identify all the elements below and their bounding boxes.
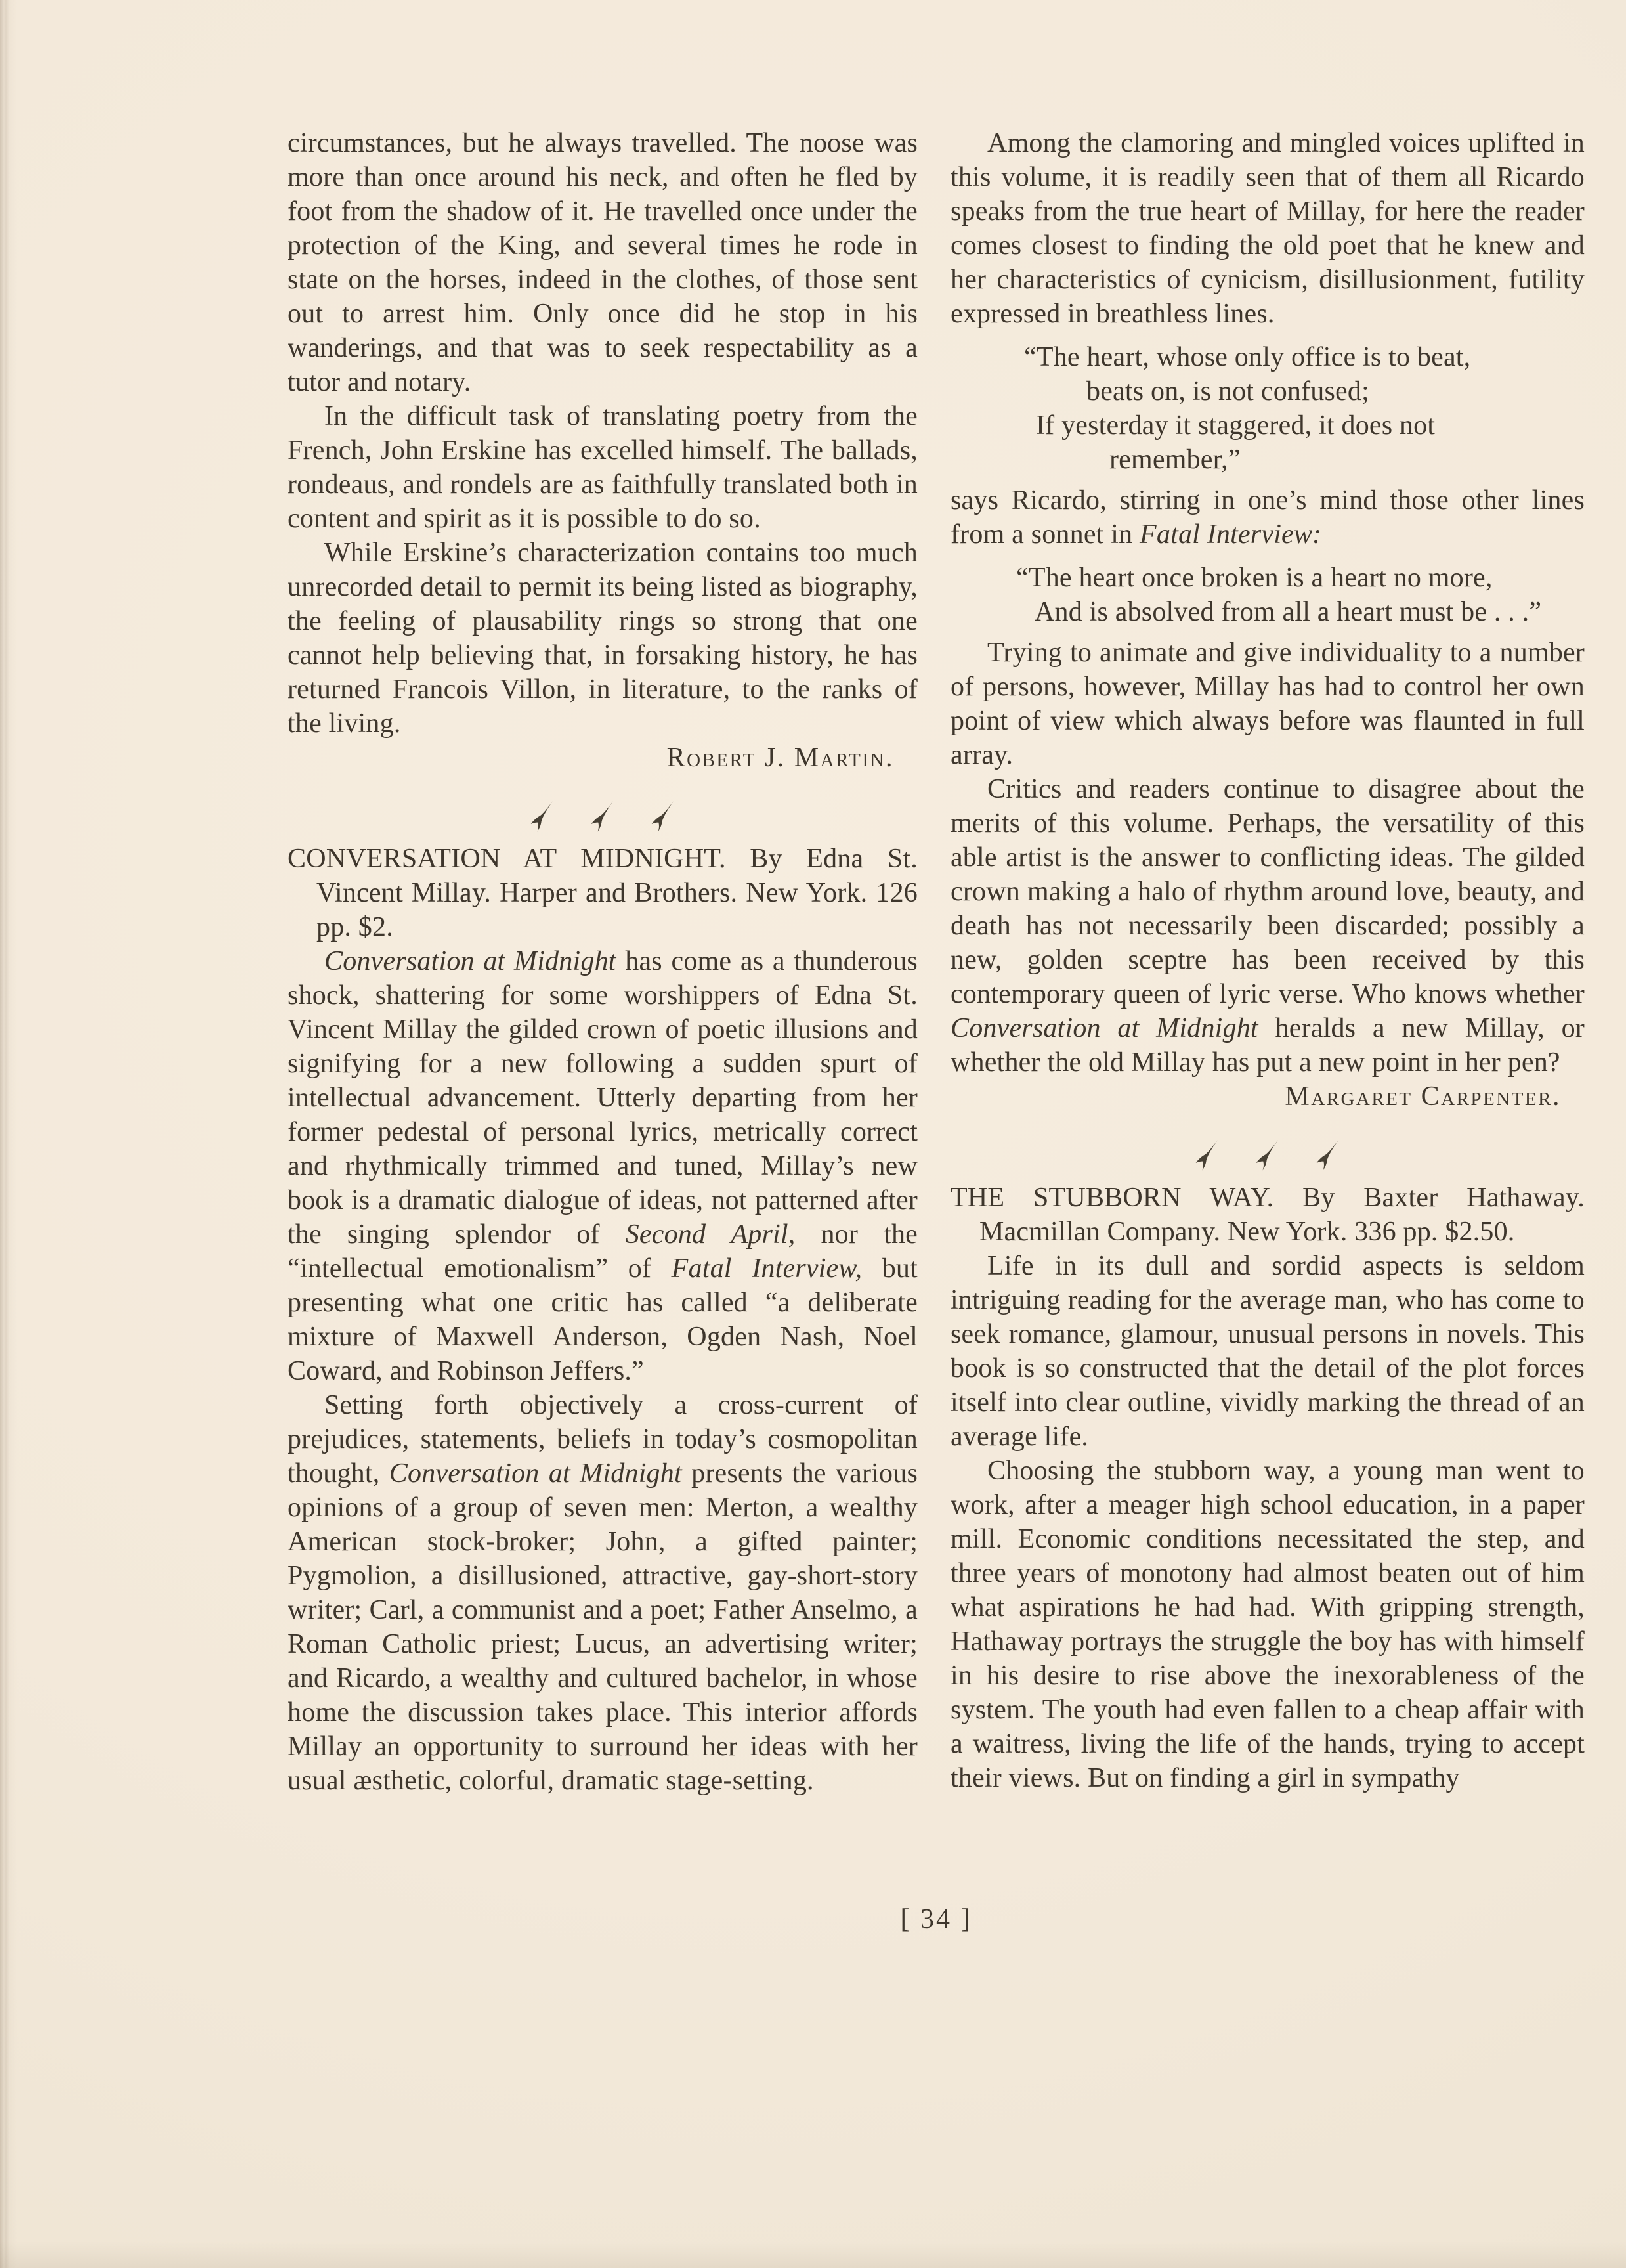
page-number: [ 34 ] [900,1904,972,1934]
page-gutter-crease [0,0,17,2268]
verse-line: remember,” [1109,445,1241,475]
paragraph [288,944,918,1388]
fleuron-icon [1254,1140,1281,1171]
verse-quote [951,340,1585,477]
fleuron-icon [650,801,676,833]
text-run: Choosing the stubborn way, a young man went to work, after a meager high school education, in a paper mill. Economic conditions necessitated the step, and three years of monotony had almost beaten out of him what aspirations he had had. With gripping strength, Hathaway portrays the struggle the boy has with himself in his desire to rise above the inexorableness of the system. The youth had even fallen to a cheap affair with a waitress, living the life of the hands, trying to accept their views. But on finding a girl in sympathy [951,1456,1585,1793]
fleuron-icon [529,801,555,833]
text-run: says Ricardo, stirring in one’s mind those other lines from a sonnet in [951,485,1585,550]
text-run: In the difficult task of translating poetry from the French, John Erskine has excelled himself. The ballads, rondeaus, and rondels are as faithfully translated both in content and spirit as it is possible to do so. [288,401,918,534]
italic-book-title: Conversation at Midnight [324,946,616,976]
section-divider-ornaments [288,801,918,833]
text-run: Life in its dull and sordid aspects is seldom intriguing reading for the average man, who has come to seek romance, glamour, unusual persons in novels. This book is so constructed that the detail of the plot forces itself into clear outline, vividly marking the thread of an average life. [951,1251,1585,1452]
paragraph [951,636,1585,772]
verse-line: And is absolved from all a heart must be . . .” [1035,597,1542,627]
text-run: Critics and readers continue to disagree about the merits of this volume. Perhaps, the versatility of this able artist is the answer to conflicting ideas. The gilded crown making a halo of rhythm around love, beauty, and death has not necessarily been discarded; possibly a new, golden sceptre has been received by this contemporary queen of lyric verse. Who knows whether [951,774,1585,1009]
verse-quote [951,561,1585,629]
paragraph [288,399,918,536]
text-run: nor the “intellectual emotionalism” of [288,1219,918,1284]
paragraph [951,483,1585,552]
text-run: THE STUBBORN WAY. By Baxter Hathaway. Macmillan Company. New York. 336 pp. $2.50. [951,1183,1585,1247]
text-run: Among the clamoring and mingled voices uplifted in this volume, it is readily seen that of them all Ricardo speaks from the true heart of Millay, for here the reader comes closest to finding the old poet that he knew and her characteristics of cynicism, disillusionment, futility expressed in breathless lines. [951,128,1585,329]
paragraph [288,126,918,399]
verse-line: “The heart, whose only office is to beat, [1024,342,1471,372]
text-run: presents the various opinions of a group of seven men: Merton, a wealthy American stock-broker; John, a gifted painter; Pygmolion, a disillusioned, attractive, gay-short-story writer; Carl, a communist and a poet; Father Anselmo, a Roman Catholic priest; Lucus, an advertising writer; and Ricardo, a wealthy and cultured bachelor, in whose home the discussion takes place. This interior affords Millay an opportunity to surround her ideas with her usual æsthetic, colorful, dramatic stage-setting. [288,1458,918,1796]
left-text-column [288,126,918,1798]
text-run: While Erskine’s characterization contains too much unrecorded detail to permit its being listed as biography, the feeling of plausability rings so strong that one cannot help believing that, in forsaking history, he has returned Francois Villon, in literature, to the ranks of the living. [288,538,918,739]
verse-line: If yesterday it staggered, it does not [1036,410,1436,441]
book-entry-heading [951,1181,1585,1249]
book-entry-heading [288,842,918,944]
paragraph [288,1388,918,1798]
paragraph [951,126,1585,331]
italic-book-title: Conversation at Midnight [389,1458,682,1489]
fleuron-icon [1194,1140,1220,1171]
verse-line: “The heart once broken is a heart no more, [1016,563,1493,593]
text-run: Trying to animate and give individuality to a number of persons, however, Millay has had to control her own point of view which always before was flaunted in full array. [951,638,1585,770]
reviewer-byline: Robert J. Martin. [666,743,894,773]
section-divider-ornaments [951,1140,1585,1171]
italic-book-title: Conversation at Midnight [951,1013,1258,1043]
fleuron-icon [1315,1140,1341,1171]
reviewer-byline: Margaret Carpenter. [1285,1081,1561,1112]
paragraph [951,772,1585,1079]
text-run: but presenting what one critic has called “a deliberate mixture of Maxwell Anderson, Ogden Nash, Noel Coward, and Robinson Jeffers.” [288,1254,918,1386]
italic-book-title: Fatal Interview, [671,1254,863,1284]
text-run: heralds a new Millay, or whether the old Millay has put a new point in her pen? [951,1013,1585,1078]
paragraph [288,536,918,741]
text-run: has come as a thunderous shock, shattering for some worshippers of Edna St. Vincent Millay the gilded crown of poetic illusions and signifying for a new following a sudden spurt of intellectual advancement. Utterly departing from her former pedestal of personal lyrics, metrically correct and rhythmically trimmed and tuned, Millay’s new book is a dramatic dialogue of ideas, not patterned after the singing splendor of [288,946,918,1250]
italic-book-title: Second April, [625,1219,796,1250]
right-text-column [951,126,1585,1795]
paragraph [951,1249,1585,1454]
text-run: Setting forth objectively a cross-current of prejudices, statements, beliefs in today’s cosmopolitan thought, [288,1390,918,1489]
text-run: circumstances, but he always travelled. The noose was more than once around his neck, and often he fled by foot from the shadow of it. He travelled once under the protection of the King, and several times he rode in state on the horses, indeed in the clothes, of those sent out to arrest him. Only once did he stop in his wanderings, and that was to seek respectability as a tutor and notary. [288,128,918,397]
text-run: CONVERSATION AT MIDNIGHT. By Edna St. Vincent Millay. Harper and Brothers. New York. 126 pp. $2. [288,844,918,942]
paragraph [951,1454,1585,1795]
verse-line: beats on, is not confused; [1086,376,1369,406]
page-edge-shadow [0,2242,1626,2268]
italic-book-title: Fatal Interview: [1140,519,1322,550]
fleuron-icon [589,801,616,833]
